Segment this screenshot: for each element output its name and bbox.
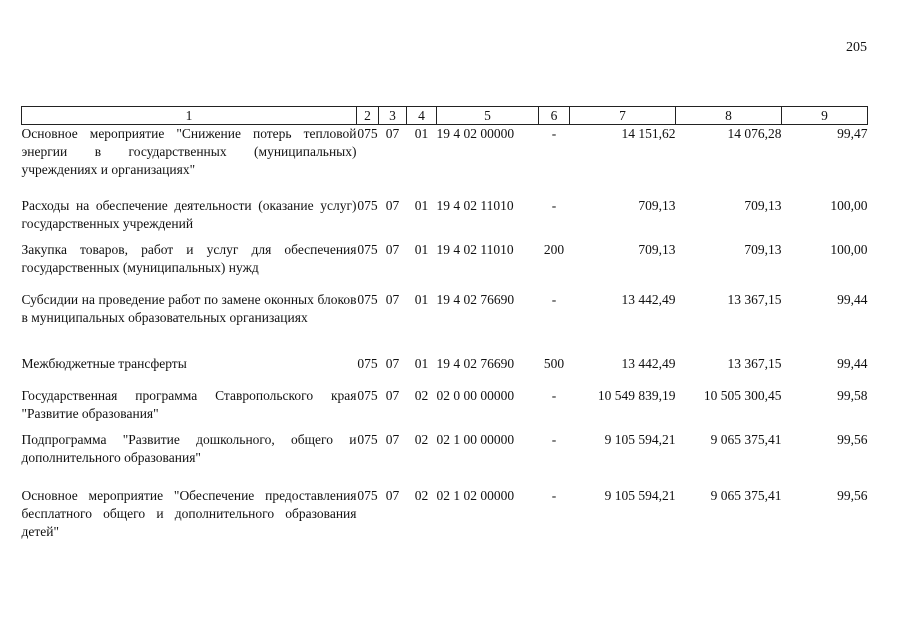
cell-col-7: 10 549 839,19 [597, 387, 676, 403]
cell-col-4: 01 [414, 126, 429, 141]
header-col-9: 9 [782, 107, 868, 125]
page-number: 205 [846, 40, 867, 55]
cell-col-7: 709,13 [638, 241, 676, 257]
table-row [22, 355, 868, 387]
table-row [22, 197, 868, 241]
cell-col-8: 13 367,15 [727, 291, 782, 307]
cell-col-9: 99,47 [837, 126, 868, 141]
cell-col-9: 99,56 [837, 487, 868, 503]
header-col-6: 6 [539, 107, 570, 125]
budget-table [21, 106, 868, 545]
cell-col-3: 07 [385, 487, 400, 503]
cell-col-6: - [551, 487, 557, 503]
cell-col-8: 14 076,28 [727, 126, 782, 141]
cell-col-3: 07 [385, 241, 400, 257]
header-col-3: 3 [379, 107, 407, 125]
header-col-7: 7 [570, 107, 676, 125]
header-col-8: 8 [676, 107, 782, 125]
cell-col-2: 075 [357, 431, 378, 447]
cell-col-7: 709,13 [638, 197, 676, 213]
table-row [22, 431, 868, 487]
cell-col-6: - [551, 126, 557, 141]
cell-col-3: 07 [385, 355, 400, 371]
cell-col-7: 14 151,62 [621, 126, 676, 141]
cell-col-5: 02 1 02 00000 [436, 487, 515, 503]
cell-col-9: 99,44 [837, 355, 868, 371]
item-name: Основное мероприятие "Обеспечение предоставления бесплатного общего и дополнительного образования детей" [21, 487, 357, 539]
cell-col-5: 02 1 00 00000 [436, 431, 515, 447]
header-col-2: 2 [357, 107, 379, 125]
table-row [22, 241, 868, 291]
cell-col-7: 13 442,49 [621, 291, 676, 307]
cell-col-2: 075 [357, 197, 378, 213]
cell-col-3: 07 [385, 291, 400, 307]
cell-col-6: - [551, 291, 557, 307]
header-col-1: 1 [22, 107, 357, 125]
cell-col-4: 02 [414, 431, 429, 447]
cell-col-2: 075 [357, 241, 378, 257]
cell-col-5: 19 4 02 00000 [436, 126, 515, 141]
cell-col-2: 075 [357, 291, 378, 307]
cell-col-9: 99,56 [837, 431, 868, 447]
cell-col-2: 075 [357, 387, 378, 403]
cell-col-3: 07 [385, 126, 400, 141]
cell-col-4: 02 [414, 387, 429, 403]
cell-col-4: 01 [414, 197, 429, 213]
cell-col-2: 075 [357, 126, 378, 141]
table-row [22, 387, 868, 431]
cell-col-9: 99,58 [837, 387, 868, 403]
cell-col-3: 07 [385, 197, 400, 213]
cell-col-8: 10 505 300,45 [703, 387, 782, 403]
cell-col-6: - [551, 431, 557, 447]
cell-col-5: 19 4 02 11010 [436, 241, 514, 257]
cell-col-4: 01 [414, 291, 429, 307]
cell-col-6: 200 [543, 241, 565, 257]
cell-col-2: 075 [357, 355, 378, 371]
table-row [22, 125, 868, 197]
header-col-4: 4 [407, 107, 437, 125]
table-row [22, 291, 868, 355]
cell-col-4: 01 [414, 355, 429, 371]
item-name: Закупка товаров, работ и услуг для обеспечения государственных (муниципальных) нужд [21, 241, 357, 275]
item-name: Подпрограмма "Развитие дошкольного, общего и дополнительного образования" [21, 431, 357, 465]
cell-col-9: 99,44 [837, 291, 868, 307]
cell-col-7: 9 105 594,21 [604, 431, 676, 447]
cell-col-2: 075 [357, 487, 378, 503]
cell-col-5: 19 4 02 76690 [436, 291, 515, 307]
item-name: Расходы на обеспечение деятельности (оказание услуг) государственных учреждений [21, 197, 357, 231]
cell-col-5: 19 4 02 11010 [436, 197, 514, 213]
cell-col-3: 07 [385, 387, 400, 403]
cell-col-8: 709,13 [744, 197, 782, 213]
cell-col-4: 02 [414, 487, 429, 503]
cell-col-6: - [551, 387, 557, 403]
cell-col-8: 9 065 375,41 [710, 431, 782, 447]
item-name: Государственная программа Ставропольского края "Развитие образования" [21, 387, 357, 421]
table-row [22, 487, 868, 545]
cell-col-7: 13 442,49 [621, 355, 676, 371]
cell-col-9: 100,00 [830, 197, 868, 213]
cell-col-8: 13 367,15 [727, 355, 782, 371]
header-col-5: 5 [437, 107, 539, 125]
cell-col-8: 9 065 375,41 [710, 487, 782, 503]
cell-col-8: 709,13 [744, 241, 782, 257]
cell-col-5: 19 4 02 76690 [436, 355, 515, 371]
cell-col-6: - [551, 197, 557, 213]
header-row [22, 107, 868, 125]
item-name: Межбюджетные трансферты [21, 355, 187, 371]
cell-col-5: 02 0 00 00000 [436, 387, 515, 403]
item-name: Основное мероприятие "Снижение потерь тепловой энергии в государственных (муниципальных) учреждениях и организациях" [21, 126, 357, 177]
cell-col-6: 500 [543, 355, 565, 371]
cell-col-3: 07 [385, 431, 400, 447]
item-name: Субсидии на проведение работ по замене оконных блоков в муниципальных образовательных организациях [21, 291, 357, 325]
cell-col-4: 01 [414, 241, 429, 257]
cell-col-9: 100,00 [830, 241, 868, 257]
cell-col-7: 9 105 594,21 [604, 487, 676, 503]
